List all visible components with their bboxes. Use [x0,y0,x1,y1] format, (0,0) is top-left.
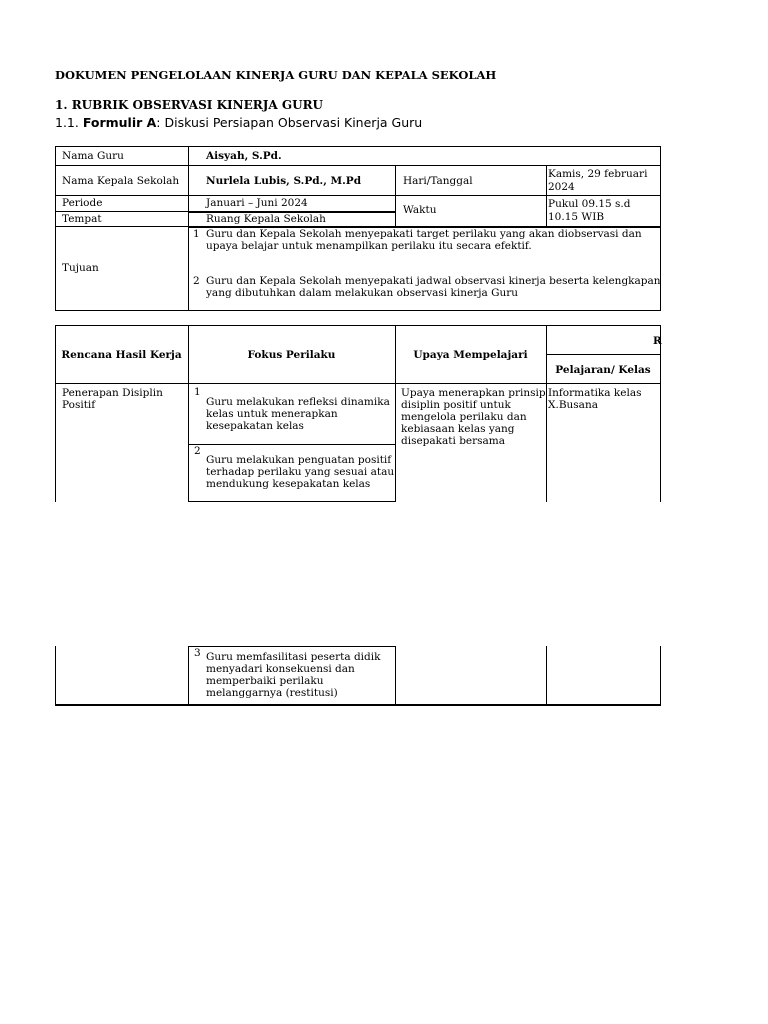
rubric-border-bottom [55,704,661,706]
waktu-label: Waktu [403,204,437,216]
rubric-header-bottom [55,383,661,384]
tujuan-line: Guru dan Kepala Sekolah menyepakati jadwal observasi kinerja beserta kelengkapan [206,275,661,287]
rubric-subheader-line [546,354,661,355]
document-title: DOKUMEN PENGELOLAAN KINERJA GURU DAN KEPALA SEKOLAH [55,68,497,82]
info-border-bottom [55,310,661,311]
periode-label: Periode [62,197,103,209]
info-col-divider [546,165,547,227]
header-pelajaran: Pelajaran/ Kelas [555,364,651,376]
fokus-number: 2 [194,445,201,457]
info-col-divider [188,146,189,311]
fokus-line: Guru melakukan refleksi dinamika [206,396,390,408]
info-row-line [55,165,661,166]
tujuan-number: 1 [193,228,200,240]
pelajaran-line: X.Busana [548,399,598,411]
kepala-sekolah-value: Nurlela Lubis, S.Pd., M.Pd [206,175,362,187]
fokus-line: menyadari konsekuensi dan [206,663,355,675]
kepala-sekolah-label: Nama Kepala Sekolah [62,175,180,187]
upaya-line: Upaya menerapkan prinsip [401,387,546,399]
fokus-line: mendukung kesepakatan kelas [206,478,371,490]
info-border-left [55,146,56,311]
pelajaran-line: Informatika kelas [548,387,642,399]
header-fokus: Fokus Perilaku [247,349,336,361]
tempat-value: Ruang Kepala Sekolah [206,213,326,225]
tujuan-line: yang dibutuhkan dalam melakukan observasi kinerja Guru [206,287,519,299]
fokus-number: 1 [194,386,201,398]
fokus-line: Guru memfasilitasi peserta didik [206,651,381,663]
rubric-col-line [546,325,547,502]
waktu-value-1: Pukul 09.15 s.d [548,198,631,210]
tujuan-line: Guru dan Kepala Sekolah menyepakati target perilaku yang akan diobservasi dan [206,228,642,240]
hari-tanggal-value-1: Kamis, 29 februari [548,168,648,180]
hari-tanggal-label: Hari/Tanggal [403,175,473,187]
rencana-value: Penerapan Disiplin [62,387,163,399]
fokus-item-divider [188,444,396,445]
rubric-col-line [395,646,396,705]
fokus-line: Guru melakukan penguatan positif [206,454,392,466]
fokus-number: 3 [194,647,201,659]
subsection-rest: : Diskusi Persiapan Observasi Kinerja Guru [156,115,423,130]
fokus-line: memperbaiki perilaku [206,675,324,687]
rencana-value: Positif [62,399,96,411]
info-row-line [55,195,396,196]
tujuan-number: 2 [193,275,200,287]
upaya-line: kebiasaan kelas yang [401,423,515,435]
rubric-col-line [660,325,661,502]
header-r-partial: R [653,335,662,347]
upaya-line: disiplin positif untuk [401,399,511,411]
rubric-col-line [55,646,56,705]
rubric-col-line [660,646,661,705]
header-rencana: Rencana Hasil Kerja [61,349,182,361]
nama-guru-label: Nama Guru [62,150,124,162]
hari-tanggal-value-2: 2024 [548,181,575,193]
fokus-line: terhadap perilaku yang sesuai atau [206,466,395,478]
upaya-line: disepakati bersama [401,435,506,447]
fokus-line: melanggarnya (restitusi) [206,687,338,699]
periode-value: Januari – Juni 2024 [206,197,308,209]
fokus-line: kelas untuk menerapkan [206,408,338,420]
rubric-col-line [546,646,547,705]
tempat-label: Tempat [62,213,102,225]
rubric-border-top [55,325,661,326]
fokus-item-divider [188,646,396,647]
rubric-col-line [188,646,189,705]
tujuan-label: Tujuan [62,262,99,274]
upaya-line: mengelola perilaku dan [401,411,527,423]
fokus-line: kesepakatan kelas [206,420,304,432]
waktu-value-2: 10.15 WIB [548,211,605,223]
info-row-line [396,195,661,196]
section-title: 1. RUBRIK OBSERVASI KINERJA GURU [55,98,324,112]
info-col-divider [395,165,396,227]
subsection-title [55,115,422,130]
tujuan-line: upaya belajar untuk menampilkan perilaku itu secara efektif. [206,240,532,252]
header-upaya: Upaya Mempelajari [413,349,528,361]
subsection-bold: Formulir A [82,115,157,130]
fokus-item-divider [188,501,396,502]
subsection-number: 1.1. [55,115,83,130]
nama-guru-value: Aisyah, S.Pd. [206,150,282,162]
info-border-top [55,146,661,147]
